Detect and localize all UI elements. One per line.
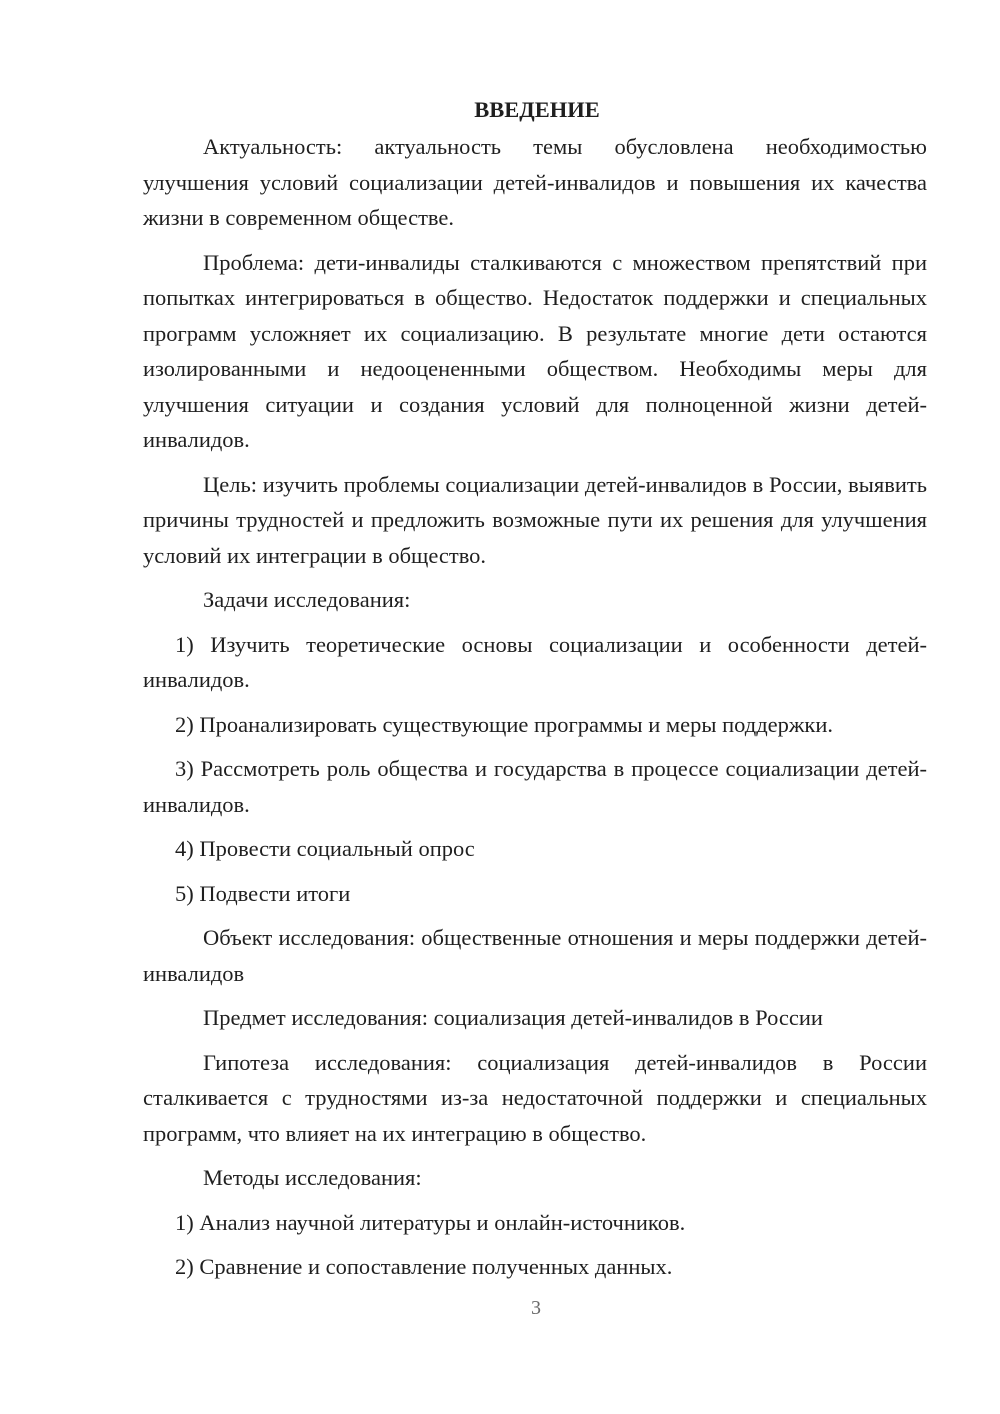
method-item-1: 1) Анализ научной литературы и онлайн-источников.: [175, 1209, 686, 1235]
subject-paragraph: Предмет исследования: социализация детей-инвалидов в России: [203, 1005, 823, 1030]
task-item-5: 5) Подвести итоги: [175, 880, 351, 906]
task-item-3: 3) Рассмотреть роль общества и государства в процессе социализации детей-инвалидов.: [143, 756, 927, 817]
methods-heading: Методы исследования:: [203, 1165, 422, 1190]
task-item-2: 2) Проанализировать существующие программы и меры поддержки.: [175, 711, 834, 737]
tasks-heading: Задачи исследования:: [203, 587, 411, 612]
page-number: 3: [531, 1297, 541, 1319]
goal-paragraph: Цель: изучить проблемы социализации детей-инвалидов в России, выявить причины трудностей и предложить возможные пути их решения для улучшения условий их интеграции в общество.: [143, 471, 927, 568]
task-item-4: 4) Провести социальный опрос: [175, 836, 475, 861]
hypothesis-paragraph: Гипотеза исследования: социализация детей-инвалидов в России сталкивается с трудностями из-за недостаточной поддержки и специальных программ, что влияет на их интеграцию в общество.: [143, 1049, 927, 1146]
task-item-1: 1) Изучить теоретические основы социализации и особенности детей-инвалидов.: [143, 631, 927, 692]
section-title: ВВЕДЕНИЕ: [474, 97, 600, 122]
relevance-paragraph: Актуальность: актуальность темы обусловлена необходимостью улучшения условий социализации детей-инвалидов и повышения их качества жизни в современном обществе.: [143, 134, 927, 230]
problem-paragraph: Проблема: дети-инвалиды сталкиваются с множеством препятствий при попытках интегрироваться в общество. Недостаток поддержки и специальных программ усложняет их социализацию. В результате многие дети остаются изолированными и недооцененными обществом. Необходимы меры для улучшения ситуации и создания условий для полноценной жизни детей-инвалидов.: [143, 249, 927, 452]
method-item-2: 2) Сравнение и сопоставление полученных данных.: [175, 1254, 673, 1279]
object-paragraph: Объект исследования: общественные отношения и меры поддержки детей-инвалидов: [143, 925, 927, 986]
document-page: [143, 97, 927, 1294]
